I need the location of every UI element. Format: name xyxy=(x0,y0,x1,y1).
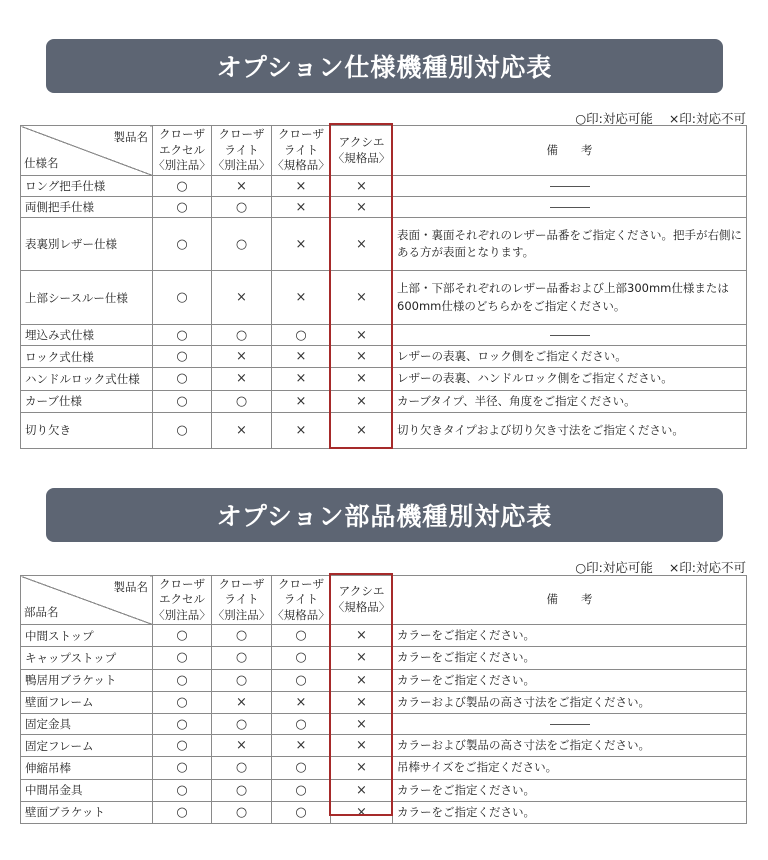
legend-ok: ○印:対応可能 xyxy=(575,560,653,575)
availability-mark: ○ xyxy=(212,757,272,779)
availability-mark: ○ xyxy=(272,779,331,801)
row-name: 壁面フレーム xyxy=(21,691,153,713)
availability-mark: ○ xyxy=(272,757,331,779)
availability-mark: × xyxy=(212,346,272,368)
availability-mark: ○ xyxy=(212,325,272,346)
availability-mark: ○ xyxy=(153,346,212,368)
row-note xyxy=(393,325,747,346)
availability-mark: ○ xyxy=(153,368,212,390)
table-row xyxy=(21,669,747,691)
availability-mark: × xyxy=(331,390,393,412)
availability-mark: × xyxy=(272,412,331,448)
availability-mark: × xyxy=(212,735,272,757)
availability-mark: × xyxy=(212,412,272,448)
row-name: 固定フレーム xyxy=(21,735,153,757)
corner-row-label: 仕様名 xyxy=(24,156,59,171)
availability-mark: ○ xyxy=(153,757,212,779)
availability-mark: × xyxy=(331,691,393,713)
availability-mark: ○ xyxy=(272,669,331,691)
corner-row-label: 部品名 xyxy=(24,605,59,620)
table-row xyxy=(21,714,747,735)
table-row xyxy=(21,368,747,390)
row-name: 中間ストップ xyxy=(21,625,153,647)
availability-mark: ○ xyxy=(153,625,212,647)
column-header: クローザ ライト 〈別注品〉 xyxy=(212,576,272,625)
availability-mark: ○ xyxy=(272,325,331,346)
column-header: アクシエ 〈規格品〉 xyxy=(331,126,393,176)
availability-mark: × xyxy=(212,271,272,325)
row-name: 鴨居用ブラケット xyxy=(21,669,153,691)
row-name: ハンドルロック式仕様 xyxy=(21,368,153,390)
availability-mark: × xyxy=(331,271,393,325)
availability-mark: ○ xyxy=(212,197,272,218)
section1-title: オプション仕様機種別対応表 xyxy=(216,53,553,82)
availability-mark: × xyxy=(272,218,331,271)
availability-mark: ○ xyxy=(153,779,212,801)
row-name: 両側把手仕様 xyxy=(21,197,153,218)
row-name: 埋込み式仕様 xyxy=(21,325,153,346)
availability-mark: × xyxy=(331,368,393,390)
row-name: 伸縮吊棒 xyxy=(21,757,153,779)
not-applicable-dash xyxy=(550,207,590,208)
row-name: ロング把手仕様 xyxy=(21,176,153,197)
row-note: カーブタイプ、半径、角度をご指定ください。 xyxy=(393,390,747,412)
row-name: ロック式仕様 xyxy=(21,346,153,368)
table-row xyxy=(21,325,747,346)
availability-mark: ○ xyxy=(212,801,272,823)
table-corner-header xyxy=(21,576,153,625)
row-note: カラーをご指定ください。 xyxy=(393,647,747,669)
notes-header: 備 考 xyxy=(393,126,747,176)
table-row xyxy=(21,801,747,823)
legend-ng: ×印:対応不可 xyxy=(668,560,746,575)
row-note: カラーをご指定ください。 xyxy=(393,625,747,647)
table-row xyxy=(21,757,747,779)
availability-mark: ○ xyxy=(212,390,272,412)
availability-mark: × xyxy=(331,779,393,801)
row-note xyxy=(393,714,747,735)
table-row xyxy=(21,735,747,757)
availability-mark: × xyxy=(212,176,272,197)
column-header: クローザ ライト 〈規格品〉 xyxy=(272,126,331,176)
table-row xyxy=(21,647,747,669)
availability-mark: ○ xyxy=(212,647,272,669)
table-row xyxy=(21,346,747,368)
row-name: 壁面ブラケット xyxy=(21,801,153,823)
availability-mark: × xyxy=(331,325,393,346)
availability-mark: ○ xyxy=(153,271,212,325)
table-row xyxy=(21,691,747,713)
row-note: 表面・裏面それぞれのレザー品番をご指定ください。把手が右側にある方が表面となります。 xyxy=(393,218,747,271)
options-spec-table xyxy=(20,125,747,449)
column-header: クローザ エクセル 〈別注品〉 xyxy=(153,126,212,176)
availability-mark: × xyxy=(272,691,331,713)
availability-mark: × xyxy=(272,368,331,390)
corner-product-label: 製品名 xyxy=(113,130,148,144)
options-parts-table xyxy=(20,575,747,824)
legend-ok: ○印:対応可能 xyxy=(575,111,653,126)
availability-mark: × xyxy=(331,346,393,368)
notes-header: 備 考 xyxy=(393,576,747,625)
not-applicable-dash xyxy=(550,335,590,336)
row-note: カラーおよび製品の高さ寸法をご指定ください。 xyxy=(393,735,747,757)
section2-legend xyxy=(563,558,746,576)
availability-mark: ○ xyxy=(272,625,331,647)
availability-mark: ○ xyxy=(153,714,212,735)
not-applicable-dash xyxy=(550,186,590,187)
table-row xyxy=(21,390,747,412)
table-row xyxy=(21,779,747,801)
availability-mark: × xyxy=(331,218,393,271)
availability-mark: ○ xyxy=(153,197,212,218)
section1-title-banner xyxy=(46,39,723,93)
row-note: レザーの表裏、ロック側をご指定ください。 xyxy=(393,346,747,368)
availability-mark: × xyxy=(331,714,393,735)
row-note: カラーをご指定ください。 xyxy=(393,779,747,801)
table-row xyxy=(21,176,747,197)
row-name: 上部シースルー仕様 xyxy=(21,271,153,325)
section2-title-banner xyxy=(46,488,723,542)
availability-mark: ○ xyxy=(153,412,212,448)
availability-mark: ○ xyxy=(153,390,212,412)
availability-mark: ○ xyxy=(212,669,272,691)
availability-mark: ○ xyxy=(153,669,212,691)
row-note: 吊棒サイズをご指定ください。 xyxy=(393,757,747,779)
availability-mark: ○ xyxy=(212,625,272,647)
availability-mark: × xyxy=(272,390,331,412)
availability-mark: × xyxy=(331,669,393,691)
corner-product-label: 製品名 xyxy=(113,580,148,594)
row-name: キャップストップ xyxy=(21,647,153,669)
table-row xyxy=(21,197,747,218)
availability-mark: × xyxy=(331,197,393,218)
availability-mark: × xyxy=(212,368,272,390)
row-note: カラーおよび製品の高さ寸法をご指定ください。 xyxy=(393,691,747,713)
availability-mark: ○ xyxy=(153,176,212,197)
availability-mark: × xyxy=(331,412,393,448)
availability-mark: ○ xyxy=(212,779,272,801)
availability-mark: × xyxy=(331,801,393,823)
row-name: カーブ仕様 xyxy=(21,390,153,412)
availability-mark: ○ xyxy=(272,801,331,823)
row-note: カラーをご指定ください。 xyxy=(393,801,747,823)
section2-title: オプション部品機種別対応表 xyxy=(216,502,553,531)
row-note: 切り欠きタイプおよび切り欠き寸法をご指定ください。 xyxy=(393,412,747,448)
availability-mark: ○ xyxy=(153,691,212,713)
availability-mark: × xyxy=(331,176,393,197)
row-note: カラーをご指定ください。 xyxy=(393,669,747,691)
availability-mark: ○ xyxy=(153,801,212,823)
availability-mark: ○ xyxy=(153,325,212,346)
table-row xyxy=(21,218,747,271)
row-name: 中間吊金具 xyxy=(21,779,153,801)
row-note: レザーの表裏、ハンドルロック側をご指定ください。 xyxy=(393,368,747,390)
column-header: アクシエ 〈規格品〉 xyxy=(331,576,393,625)
row-name: 固定金具 xyxy=(21,714,153,735)
availability-mark: ○ xyxy=(272,647,331,669)
availability-mark: × xyxy=(272,735,331,757)
column-header: クローザ エクセル 〈別注品〉 xyxy=(153,576,212,625)
table-corner-header xyxy=(21,126,153,176)
table-row xyxy=(21,625,747,647)
availability-mark: × xyxy=(272,346,331,368)
availability-mark: ○ xyxy=(153,218,212,271)
availability-mark: ○ xyxy=(212,218,272,271)
legend-ng: ×印:対応不可 xyxy=(668,111,746,126)
column-header: クローザ ライト 〈規格品〉 xyxy=(272,576,331,625)
availability-mark: ○ xyxy=(212,714,272,735)
table-row xyxy=(21,412,747,448)
availability-mark: ○ xyxy=(272,714,331,735)
row-name: 表裏別レザー仕様 xyxy=(21,218,153,271)
availability-mark: × xyxy=(272,176,331,197)
availability-mark: × xyxy=(212,691,272,713)
availability-mark: × xyxy=(331,735,393,757)
availability-mark: × xyxy=(331,647,393,669)
column-header: クローザ ライト 〈別注品〉 xyxy=(212,126,272,176)
not-applicable-dash xyxy=(550,724,590,725)
row-note: 上部・下部それぞれのレザー品番および上部300mm仕様または600mm仕様のどちらかをご指定ください。 xyxy=(393,271,747,325)
row-note xyxy=(393,176,747,197)
availability-mark: × xyxy=(331,757,393,779)
availability-mark: × xyxy=(272,271,331,325)
row-name: 切り欠き xyxy=(21,412,153,448)
availability-mark: × xyxy=(272,197,331,218)
availability-mark: ○ xyxy=(153,735,212,757)
row-note xyxy=(393,197,747,218)
availability-mark: ○ xyxy=(153,647,212,669)
table-row xyxy=(21,271,747,325)
availability-mark: × xyxy=(331,625,393,647)
